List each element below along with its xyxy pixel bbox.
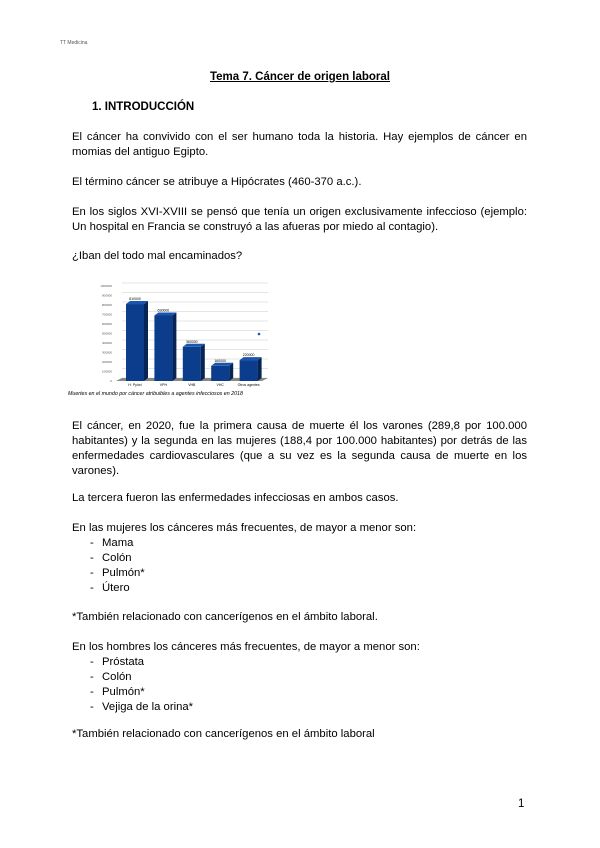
list-item: - Útero [72,581,527,596]
paragraph: En las mujeres los cánceres más frecuentes, de mayor a menor son: [72,522,417,534]
list-item: - Mama [72,536,527,551]
data-label: 690000 [157,308,170,313]
paragraph: En los hombres los cánceres más frecuentes, de mayor a menor son: [72,641,420,653]
x-tick-label: Otros agentes [237,383,260,387]
y-tick-label: 400000 [101,341,112,345]
paragraph: *También relacionado con cancerígenos en el ámbito laboral. [72,611,378,623]
data-label: 360000 [185,339,198,344]
paragraph: ¿Iban del todo mal encaminados? [72,250,243,262]
data-label: 810000 [129,297,141,302]
y-tick-label: 200000 [101,360,112,364]
paragraph: El cáncer, en 2020, fue la primera causa de muerte él los varones (289,8 por 100.000 habitantes) y la segunda en las mujeres (188,4 por 100.000 habitantes) por detrás de las enfermedades cardiovasculares (que a su vez es la segunda causa de muerte en los varones). [72,420,527,477]
y-tick-label: 800000 [101,303,112,307]
chart-caption: Muertes en el mundo por cáncer atribuibles a agentes infecciosos en 2018 [68,391,243,397]
y-tick-label: 600000 [101,322,112,326]
page-title: Tema 7. Cáncer de origen laboral [209,71,390,83]
bar-side [229,363,233,381]
list-item: - Colón [72,670,527,685]
y-tick-label: 900000 [101,293,112,298]
x-tick-label: VHB [188,383,196,387]
data-label: 220000 [242,353,255,358]
legend-marker [258,333,261,336]
x-tick-label: VHC [216,383,224,387]
y-tick-label: 300000 [101,350,112,355]
list-item: - Vejiga de la orina* [72,700,527,715]
y-tick-label: 1000000 [100,284,112,288]
women-cancer-list [72,536,527,596]
section-heading: 1. INTRODUCCIÓN [92,101,195,113]
bar-side [172,312,176,381]
paragraph: El término cáncer se atribuye a Hipócrates (460-370 a.c.). [72,176,362,188]
y-tick-label: 500000 [101,331,112,336]
bar [240,360,258,381]
paragraph: *También relacionado con cancerígenos en el ámbito laboral [72,728,375,740]
list-item: - Colón [72,551,527,566]
list-item: - Pulmón* [72,566,527,581]
bar-side [144,301,148,381]
x-tick-label: H. Pylori [128,383,142,387]
bar [183,347,201,381]
list-item: - Pulmón* [72,685,527,700]
paragraph: La tercera fueron las enfermedades infecciosas en ambos casos. [72,492,399,504]
y-tick-label: 700000 [101,312,112,317]
list-item: - Próstata [72,655,527,670]
y-tick-label: 100000 [101,369,112,374]
page-header: TT Medicina [60,40,88,46]
bar-side [258,357,262,381]
bar [154,315,172,381]
data-label: 160000 [214,358,227,363]
page-number: 1 [518,798,525,810]
paragraph: El cáncer ha convivido con el ser humano toda la historia. Hay ejemplos de cáncer en momias del antiguo Egipto. [72,131,527,158]
bar [211,366,229,381]
x-tick-label: VPH [159,383,168,387]
bar-side [201,344,205,381]
y-tick-label: 0 [110,379,112,383]
bar [126,304,144,381]
bar-chart [68,278,288,398]
paragraph: En los siglos XVI-XVIII se pensó que tenía un origen exclusivamente infeccioso (ejemplo: Un hospital en Francia se construyó a las afueras por miedo al contagio). [72,206,527,233]
men-cancer-list [72,655,527,715]
